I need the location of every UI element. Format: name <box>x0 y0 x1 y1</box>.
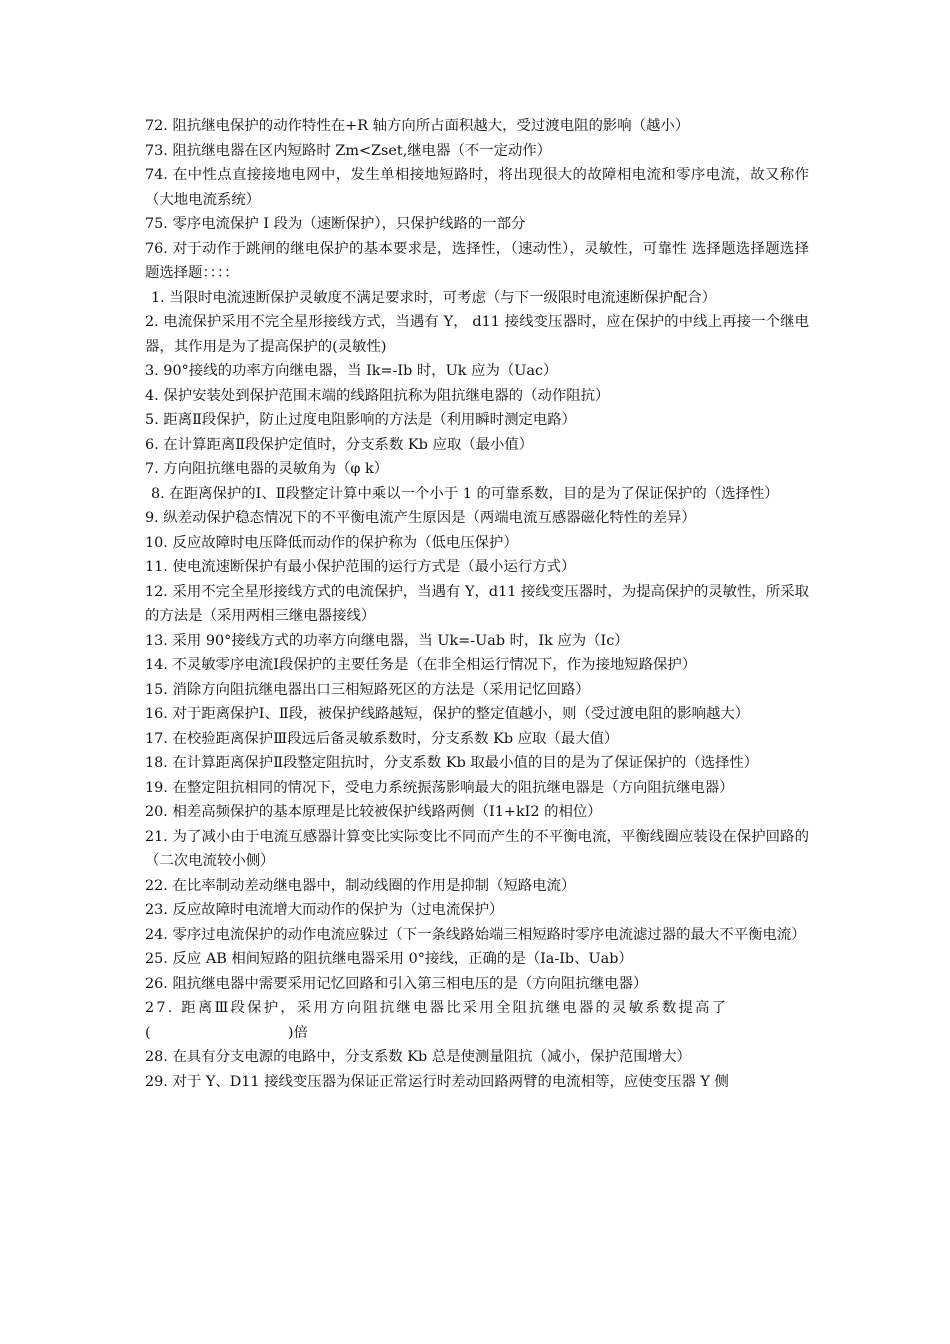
paragraph: 73. 阻抗继电器在区内短路时 Zm<Zset,继电器（不一定动作） <box>145 142 552 159</box>
paragraph: 25. 反应 AB 相间短路的阻抗继电器采用 0°接线，正确的是（Ia-Ib、Uab） <box>145 951 633 967</box>
paragraph: 16. 对于距离保护Ⅰ、Ⅱ段，被保护线路越短，保护的整定值越小，则（受过渡电阻的影响越大） <box>145 706 750 722</box>
paragraph: 14. 不灵敏零序电流Ⅰ段保护的主要任务是（在非全相运行情况下，作为接地短路保护） <box>145 657 697 673</box>
paragraph: 23. 反应故障时电流增大而动作的保护为（过电流保护） <box>145 902 504 918</box>
paragraph: 7. 方向阻抗继电器的灵敏角为（φ k） <box>145 461 389 477</box>
paragraph: 11. 使电流速断保护有最小保护范围的运行方式是（最小运行方式） <box>145 559 576 575</box>
document-page <box>145 114 809 1094</box>
paragraph: 4. 保护安装处到保护范围末端的线路阻抗称为阻抗继电器的（动作阻抗） <box>145 387 610 404</box>
paragraph: 17. 在校验距离保护Ⅲ段远后备灵敏系数时，分支系数 Kb 应取（最大值） <box>145 730 619 747</box>
paragraph: 22. 在比率制动差动继电器中，制动线圈的作用是抑制（短路电流） <box>145 877 576 894</box>
paragraph: 10. 反应故障时电压降低而动作的保护称为（低电压保护） <box>145 534 518 551</box>
paragraph: 19. 在整定阻抗相同的情况下，受电力系统振荡影响最大的阻抗继电器是（方向阻抗继电器） <box>145 779 734 796</box>
paragraph: 8. 在距离保护的Ⅰ、Ⅱ段整定计算中乘以一个小于 1 的可靠系数，目的是为了保证保护的（选择性） <box>151 485 779 502</box>
paragraph: 9. 纵差动保护稳态情况下的不平衡电流产生原因是（两端电流互感器磁化特性的差异） <box>145 510 696 526</box>
paragraph: 5. 距离Ⅱ段保护，防止过度电阻影响的方法是（利用瞬时测定电路） <box>145 412 577 428</box>
paragraph: ( )倍 <box>145 1024 308 1041</box>
paragraph: 28. 在具有分支电源的电路中，分支系数 Kb 总是使测量阻抗（减小，保护范围增大） <box>145 1049 691 1065</box>
paragraph: 13. 采用 90°接线方式的功率方向继电器，当 Uk=-Uab 时，Ik 应为（Ic） <box>145 632 629 649</box>
paragraph: 26. 阻抗继电器中需要采用记忆回路和引入第三相电压的是（方向阻抗继电器） <box>145 975 648 992</box>
paragraph: 6. 在计算距离Ⅱ段保护定值时，分支系数 Kb 应取（最小值） <box>145 436 534 453</box>
paragraph: 12. 采用不完全星形接线方式的电流保护，当遇有 Y，d11 接线变压器时，为提高保护的灵敏性，所采取的方法是（采用两相三继电器接线） <box>145 583 809 624</box>
paragraph: 29. 对于 Y、D11 接线变压器为保证正常运行时差动回路两臂的电流相等，应使变压器 Y 侧 <box>145 1073 729 1090</box>
paragraph: 75. 零序电流保护 I 段为（速断保护），只保护线路的一部分 <box>145 216 526 232</box>
paragraph: 18. 在计算距离保护Ⅱ段整定阻抗时，分支系数 Kb 取最小值的目的是为了保证保护的（选择性） <box>145 755 759 771</box>
paragraph: 20. 相差高频保护的基本原理是比较被保护线路两侧（I1+kI2 的相位） <box>145 804 602 820</box>
paragraph: 72. 阻抗继电保护的动作特性在+R 轴方向所占面积越大，受过渡电阻的影响（越小） <box>145 118 690 134</box>
paragraph: 2. 电流保护采用不完全星形接线方式，当遇有 Y， d11 接线变压器时，应在保护的中线上再接一个继电器，其作用是为了提高保护的(灵敏性) <box>145 314 809 355</box>
paragraph: 21. 为了减小由于电流互感器计算变比实际变比不同而产生的不平衡电流，平衡线圈应装设在保护回路的（二次电流较小侧） <box>145 828 809 869</box>
paragraph: 74. 在中性点直接接地电网中，发生单相接地短路时，将出现很大的故障相电流和零序电流，故又称作（大地电流系统） <box>145 167 809 208</box>
paragraph: 3. 90°接线的功率方向继电器，当 Ik=-Ib 时，Uk 应为（Uac） <box>145 363 558 379</box>
paragraph: 24. 零序过电流保护的动作电流应躲过（下一条线路始端三相短路时零序电流滤过器的最大不平衡电流） <box>145 926 806 943</box>
paragraph: 76. 对于动作于跳闸的继电保护的基本要求是，选择性，（速动性），灵敏性，可靠性 选择题选择题选择题选择题：：：： <box>145 240 809 281</box>
paragraph: 15. 消除方向阻抗继电器出口三相短路死区的方法是（采用记忆回路） <box>145 681 590 698</box>
paragraph: 1. 当限时电流速断保护灵敏度不满足要求时，可考虑（与下一级限时电流速断保护配合） <box>151 289 717 306</box>
paragraph: 27. 距离Ⅲ段保护，采用方向阻抗继电器比采用全阻抗继电器的灵敏系数提高了 <box>145 1000 729 1016</box>
